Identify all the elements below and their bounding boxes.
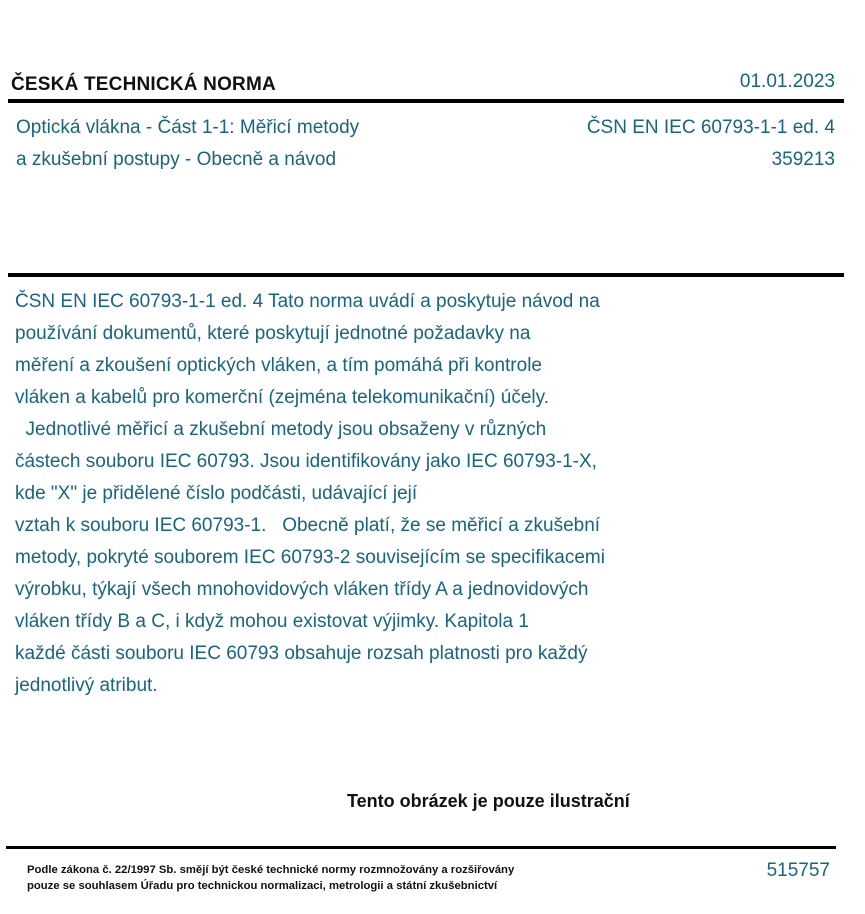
abstract-line: Jednotlivé měřicí a zkušební metody jsou obsaženy v různých — [15, 419, 547, 440]
abstract-text — [15, 286, 605, 702]
document-title-line: a zkušební postupy - Obecně a návod — [16, 149, 337, 170]
section-divider — [8, 273, 844, 277]
footer-divider — [6, 846, 836, 849]
document-title-line: Optická vlákna - Část 1-1: Měřicí metody — [16, 117, 360, 138]
abstract-line: vztah k souboru IEC 60793-1. Obecně platí, že se měřicí a zkušební — [15, 515, 601, 536]
standard-type-title: ČESKÁ TECHNICKÁ NORMA — [11, 74, 276, 95]
document-title — [16, 112, 436, 176]
abstract-line: každé části souboru IEC 60793 obsahuje rozsah platnosti pro každý — [15, 643, 588, 664]
abstract-line: výrobku, týkají všech mnohovidových vláken třídy A a jednovidových — [15, 579, 589, 600]
document-identifiers — [587, 112, 835, 176]
abstract-line: ČSN EN IEC 60793-1-1 ed. 4 Tato norma uvádí a poskytuje návod na — [15, 291, 600, 312]
abstract-line: metody, pokryté souborem IEC 60793-2 souvisejícím se specifikacemi — [15, 547, 605, 568]
abstract-line: vláken a kabelů pro komerční (zejména telekomunikační) účely. — [15, 387, 550, 408]
abstract-line: jednotlivý atribut. — [15, 675, 158, 696]
header-divider — [8, 99, 844, 103]
legal-notice — [27, 862, 514, 894]
abstract-line: kde "X" je přidělené číslo podčásti, udávající její — [15, 483, 418, 504]
document-code: 515757 — [766, 860, 830, 881]
publication-date: 01.01.2023 — [739, 71, 835, 92]
classification-number: 359213 — [771, 149, 835, 170]
standard-designation: ČSN EN IEC 60793-1-1 ed. 4 — [586, 117, 835, 138]
abstract-line: vláken třídy B a C, i když mohou existovat výjimky. Kapitola 1 — [15, 611, 529, 632]
illustration-notice: Tento obrázek je pouze ilustrační — [347, 791, 630, 811]
abstract-line: měření a zkoušení optických vláken, a tím pomáhá při kontrole — [15, 355, 542, 376]
legal-notice-line: pouze se souhlasem Úřadu pro technickou normalizaci, metrologii a státní zkušebnictví — [27, 880, 498, 892]
abstract-line: používání dokumentů, které poskytují jednotné požadavky na — [15, 323, 531, 344]
abstract-line: částech souboru IEC 60793. Jsou identifikovány jako IEC 60793-1-X, — [15, 451, 597, 472]
legal-notice-line: Podle zákona č. 22/1997 Sb. smějí být české technické normy rozmnožovány a rozšiřovány — [27, 864, 515, 876]
